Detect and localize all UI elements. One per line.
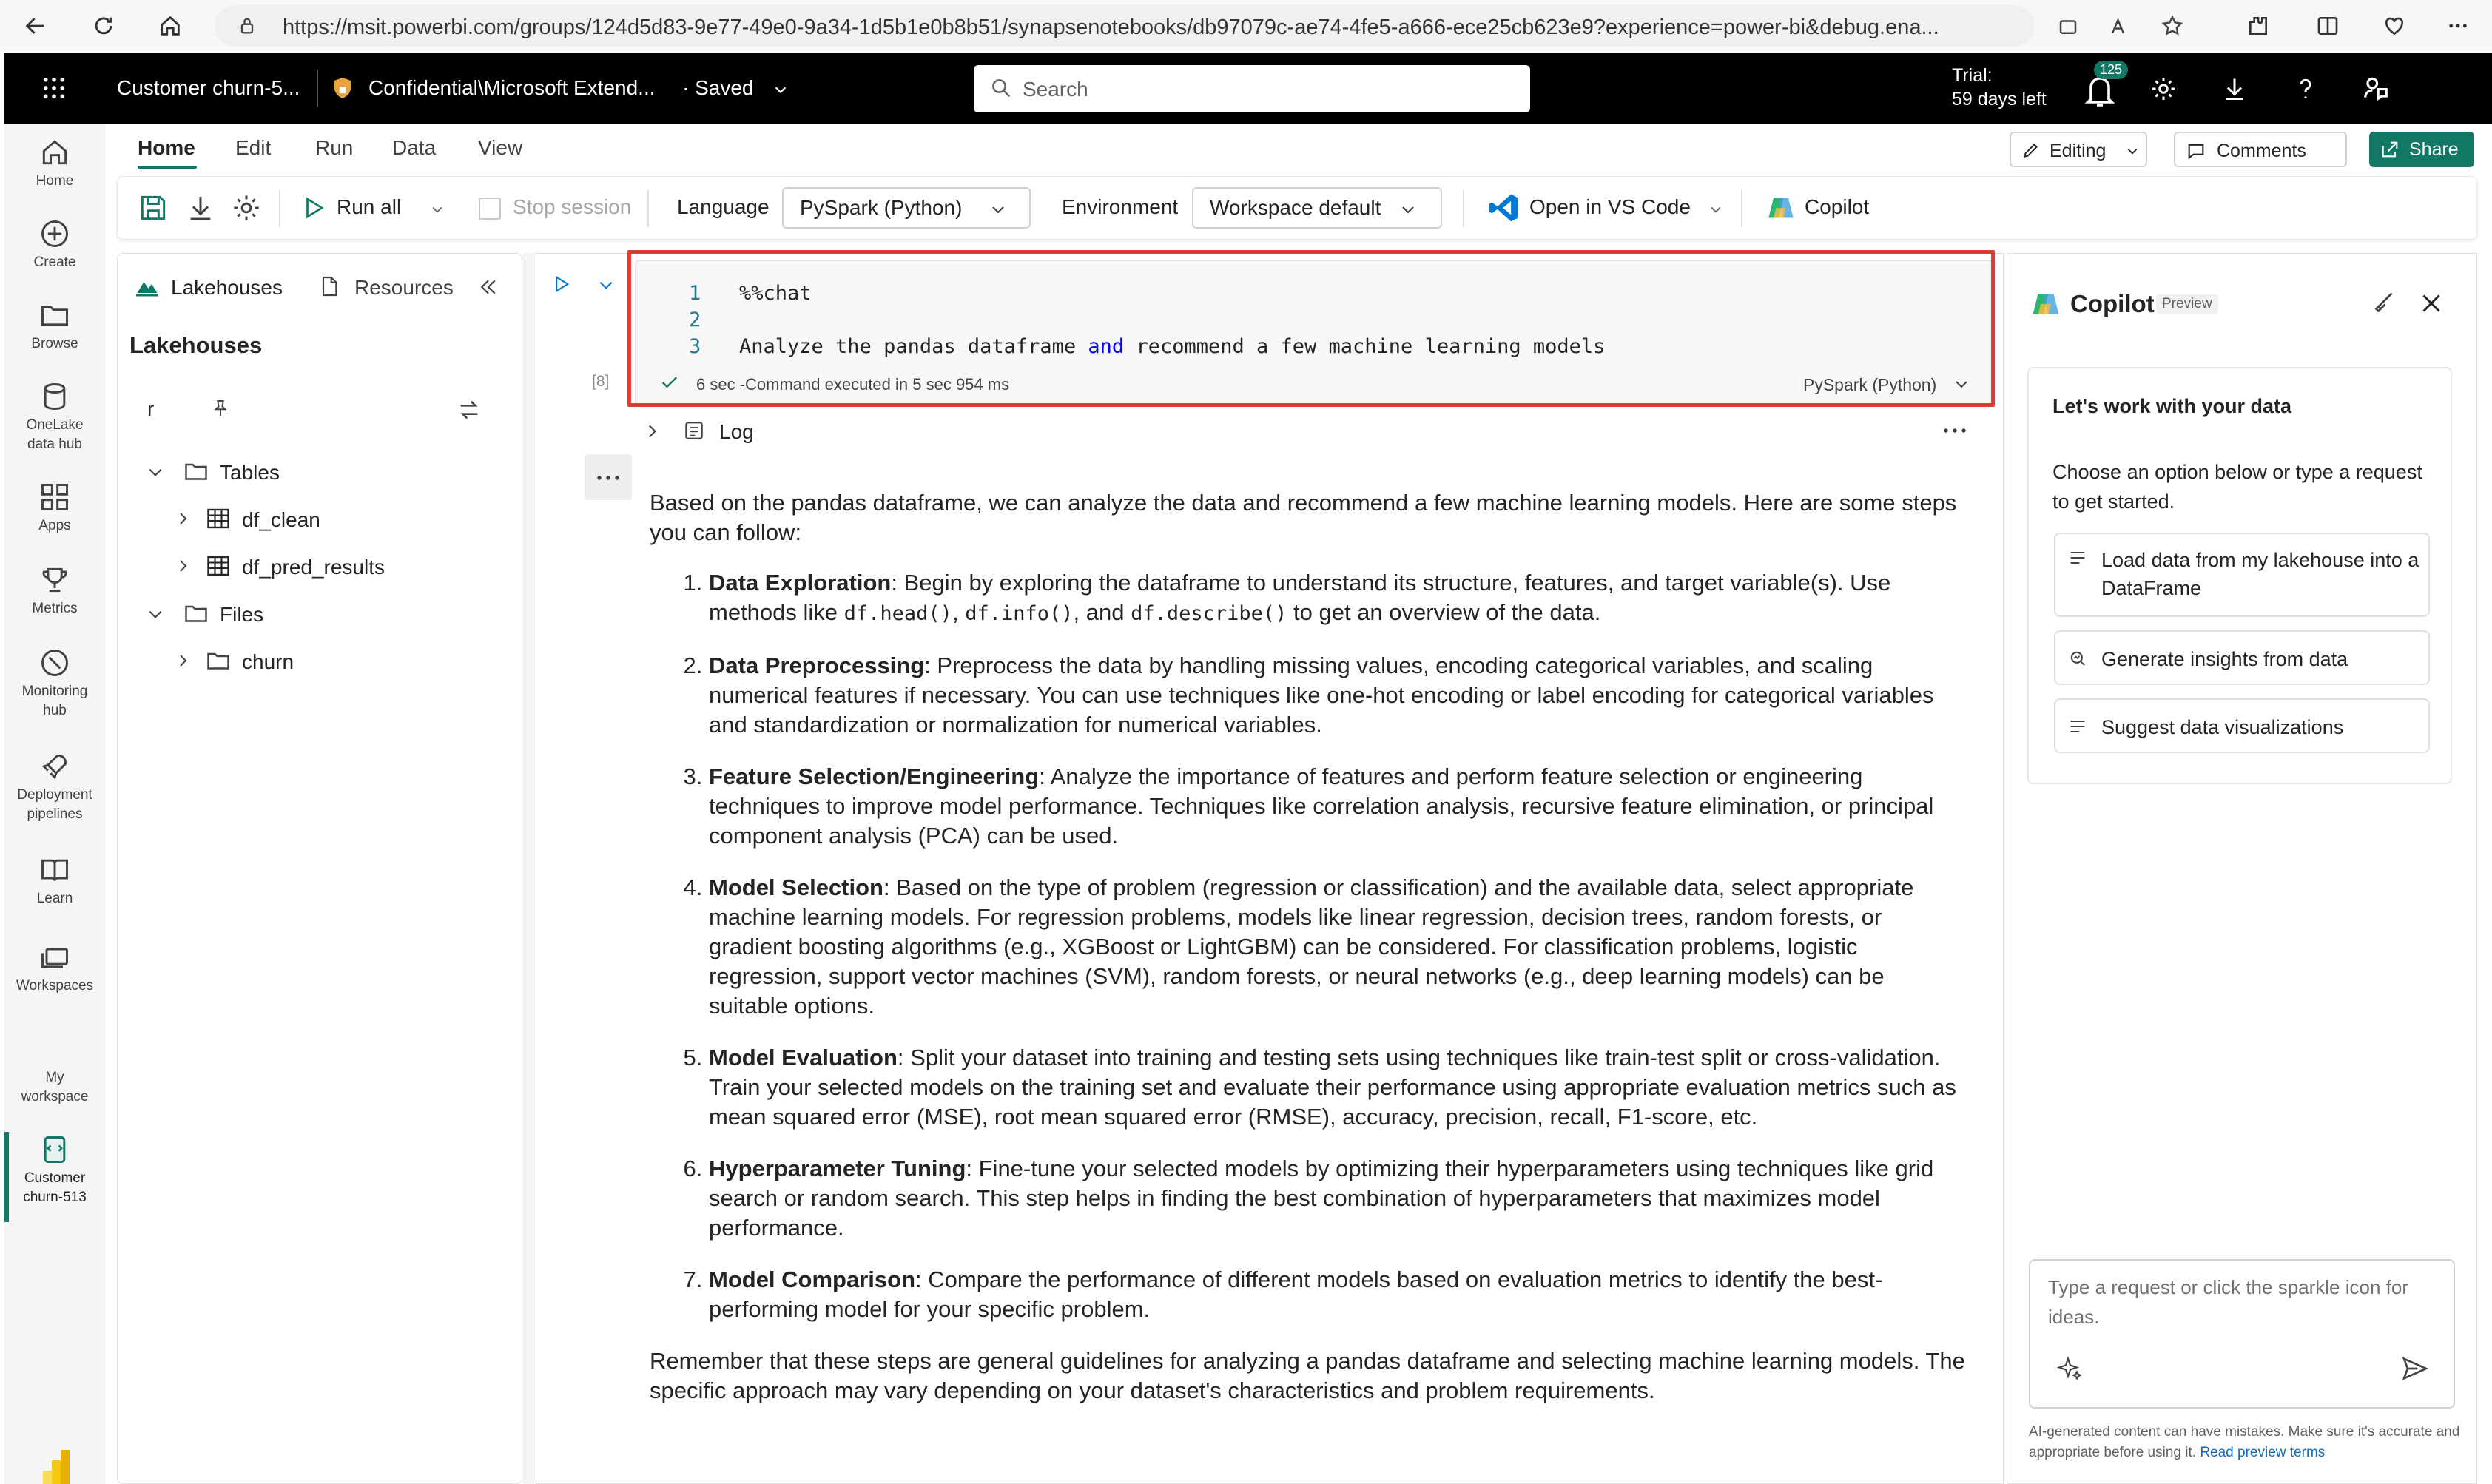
run-all-button[interactable]	[300, 177, 448, 240]
copilot-input-placeholder: Type a request or click the sparkle icon for ideas.	[2048, 1276, 2409, 1328]
pencil-icon	[2021, 141, 2041, 160]
output-outro: Remember that these steps are general guidelines for analyzing a pandas dataframe and selecting machine learning models. The specific approach may vary depending on your dataset's characteristics and problem requirements.	[650, 1348, 1965, 1403]
editing-mode-dropdown[interactable]	[2010, 132, 2147, 167]
divider	[1463, 190, 1464, 227]
open-vscode-button[interactable]	[1488, 177, 1710, 240]
active-tab-underline	[138, 166, 197, 169]
list-item	[709, 651, 1967, 740]
step-title: Feature Selection/Engineering	[709, 763, 1040, 789]
preview-badge: Preview	[2156, 294, 2218, 314]
switch-icon[interactable]	[457, 397, 482, 422]
gear-icon[interactable]	[232, 193, 261, 223]
list-item	[709, 873, 1967, 1021]
folder-icon	[205, 647, 232, 674]
more-options-icon[interactable]	[1942, 423, 1968, 438]
chevron-down-icon[interactable]	[430, 202, 445, 217]
welcome-heading: Let's work with your data	[2052, 395, 2291, 417]
play-icon	[300, 195, 326, 221]
chevron-down-icon[interactable]	[772, 81, 789, 98]
document-icon	[317, 274, 341, 298]
run-cell-icon[interactable]	[550, 274, 571, 294]
execution-status: 6 sec -Command executed in 5 sec 954 ms	[696, 375, 1010, 394]
table-item[interactable]: df_pred_results	[242, 556, 385, 579]
monitor-icon	[38, 647, 71, 679]
list-item	[709, 1265, 1967, 1324]
nav-metrics[interactable]	[4, 564, 105, 618]
nav-label: Browse	[31, 336, 78, 351]
ribbon-tabs	[111, 127, 2479, 172]
browser-toolbar	[0, 0, 2492, 52]
share-button[interactable]	[2369, 132, 2474, 167]
editing-label: Editing	[2050, 141, 2107, 161]
notebook-name[interactable]: Customer churn-5...	[117, 76, 300, 99]
app-available-icon[interactable]	[2057, 16, 2079, 38]
send-icon[interactable]	[2400, 1354, 2430, 1383]
divider	[647, 190, 649, 227]
extensions-icon[interactable]	[2242, 10, 2274, 42]
nav-browse[interactable]	[4, 299, 105, 354]
option-label: Generate insights from data	[2101, 648, 2348, 670]
tab-run[interactable]: Run	[315, 136, 354, 159]
disclaimer-text: AI-generated content can have mistakes. Make sure it's accurate and appropriate before using it.	[2029, 1424, 2460, 1460]
cell-more-button[interactable]	[585, 454, 632, 500]
code-text: Analyze the pandas dataframe	[739, 335, 1088, 358]
folder-icon	[183, 600, 209, 627]
list-item	[709, 568, 1967, 629]
comments-button[interactable]	[2174, 132, 2347, 167]
step-title: Model Comparison	[709, 1267, 916, 1292]
nav-label: Create	[33, 254, 76, 270]
chevron-right-icon[interactable]	[174, 652, 192, 670]
lakehouse-icon	[134, 273, 161, 300]
list-item	[709, 762, 1967, 851]
sensitivity-label[interactable]: Confidential\Microsoft Extend...	[368, 76, 656, 99]
address-bar[interactable]	[215, 5, 2035, 47]
saved-status[interactable]: · Saved	[682, 76, 754, 99]
copilot-icon	[2030, 289, 2061, 320]
search-icon	[990, 77, 1012, 99]
inline-code: df.describe()	[1131, 602, 1287, 625]
lakehouse-explorer	[117, 253, 522, 1484]
download-icon[interactable]	[186, 193, 215, 223]
book-icon	[38, 854, 71, 886]
step-text: : Based on the type of problem (regression or classification) and the available data, select appropriate machine learning models. For regression problems, models like linear regression, decision trees, random forests, or gradient boosting algorithms (e.g., XGBoost or LightGBM) can be considered. For classification problems, logistic regression, support vector machines (SVM), random forests, or neural networks (e.g., deep learning models) can be suitable options.	[709, 874, 1914, 1019]
tab-resources[interactable]	[317, 273, 480, 306]
run-all-label: Run all	[337, 195, 402, 218]
cell-language[interactable]: PySpark (Python)	[1803, 375, 1937, 394]
language-select[interactable]	[782, 187, 1031, 229]
refresh-icon[interactable]	[87, 10, 120, 42]
workspaces-icon	[38, 941, 71, 974]
list-icon	[2067, 716, 2088, 737]
table-item[interactable]: df_clean	[242, 508, 320, 531]
environment-value: Workspace default	[1210, 196, 1381, 219]
chevron-down-icon	[1399, 200, 1417, 218]
line-number: 2	[689, 308, 701, 331]
chevron-down-icon[interactable]	[146, 462, 165, 482]
tables-folder[interactable]: Tables	[220, 461, 280, 484]
file-item[interactable]: churn	[242, 650, 294, 673]
code-keyword: and	[1088, 335, 1125, 358]
execution-count: [8]	[592, 373, 610, 390]
read-aloud-icon[interactable]	[2109, 16, 2131, 38]
notification-badge: 125	[2094, 61, 2128, 79]
step-title: Hyperparameter Tuning	[709, 1156, 966, 1181]
nav-label: Monitoring hub	[21, 684, 88, 718]
tab-edit[interactable]: Edit	[235, 136, 272, 159]
open-vscode-label: Open in VS Code	[1529, 195, 1691, 218]
folder-icon	[38, 299, 71, 331]
inline-code: df.info()	[965, 602, 1074, 625]
nav-deployment[interactable]	[4, 750, 105, 824]
nav-label: Customer churn-513	[23, 1170, 87, 1205]
code-line-3	[739, 334, 1605, 360]
collapse-panel-icon[interactable]	[477, 276, 499, 298]
nav-label: Apps	[38, 518, 71, 533]
rocket-icon	[38, 750, 71, 783]
step-text: : Preprocess the data by handling missing values, encoding categorical variables, and scaling numerical features if necessary. You can use techniques like one-hot encoding or label encoding for categorical variables and standardization or normalization for numerical variables.	[709, 652, 1934, 738]
tab-lakehouses[interactable]	[134, 273, 297, 306]
steps-list	[650, 568, 1967, 1324]
lakehouses-heading: Lakehouses	[129, 332, 263, 358]
chevron-down-icon[interactable]	[146, 604, 165, 624]
copilot-option-insights[interactable]	[2054, 630, 2430, 685]
url-text: https://msit.powerbi.com/groups/124d5d83-9e77-49e0-9a34-1d5b1e0b8b51/synapsenotebooks/db97079c-ae74-4fe5-a666-ece25cb623e9?experience=power-bi&debug.ena...	[283, 16, 1939, 39]
divider	[1741, 190, 1742, 227]
step-text: : Split your dataset into training and testing sets using techniques like train-test split or cross-validation. Train your selected models on the training set and evaluate their performance using appropriate evaluation metrics such as mean squared error (MSE), root mean squared error (RMSE), accuracy, precision, recall, F1-score, etc.	[709, 1045, 1956, 1130]
more-options-icon	[595, 471, 622, 485]
welcome-prompt: Choose an option below or type a request to get started.	[2052, 461, 2422, 513]
save-icon[interactable]	[137, 192, 169, 224]
step-text: , and	[1073, 599, 1131, 625]
nav-label: Learn	[36, 891, 73, 906]
environment-label: Environment	[1062, 195, 1179, 218]
sparkle-icon[interactable]	[2057, 1355, 2084, 1382]
list-item	[709, 1043, 1967, 1132]
sensitivity-shield-icon[interactable]	[330, 75, 355, 101]
chevron-right-icon[interactable]	[174, 510, 192, 527]
log-icon	[682, 419, 706, 442]
gear-icon[interactable]	[2150, 75, 2177, 102]
step-text: : Fine-tune your selected models by optimizing their hyperparameters using techniques like grid search or random search. This step helps in finding the best combination of hyperparameters that maximizes model performance.	[709, 1156, 1934, 1241]
nav-customer-churn[interactable]	[4, 1133, 105, 1207]
lock-icon	[237, 16, 257, 36]
pin-icon[interactable]	[209, 397, 232, 419]
step-title: Data Preprocessing	[709, 652, 925, 678]
stop-session-button[interactable]	[479, 177, 641, 240]
split-screen-icon[interactable]	[2311, 10, 2344, 42]
code-text: recommend a few machine learning models	[1124, 335, 1606, 358]
option-label: Load data from my lakehouse into a DataFrame	[2101, 549, 2419, 599]
step-text: : Compare the performance of different models based on evaluation metrics to identify the best-performing model for your specific problem.	[709, 1267, 1883, 1322]
chevron-down-icon	[989, 200, 1007, 218]
notifications-button[interactable]	[2082, 62, 2123, 111]
files-folder[interactable]: Files	[220, 603, 264, 626]
divider	[317, 70, 318, 107]
list-item	[709, 1154, 1967, 1243]
language-value: PySpark (Python)	[800, 196, 963, 219]
step-text: : Begin by exploring the dataframe to understand its structure, features, and target variable(s). Use methods like	[709, 570, 1891, 625]
help-icon[interactable]	[2292, 75, 2319, 102]
nav-label: Workspaces	[16, 978, 94, 994]
plus-circle-icon	[38, 217, 71, 250]
option-label: Suggest data visualizations	[2101, 716, 2344, 738]
step-text: to get an overview of the data.	[1287, 599, 1601, 625]
nav-label: OneLake data hub	[26, 417, 84, 452]
vscode-icon	[1488, 192, 1521, 224]
chevron-right-icon[interactable]	[642, 422, 661, 441]
copilot-input[interactable]	[2029, 1259, 2455, 1409]
trophy-icon	[38, 564, 71, 596]
trial-status[interactable]	[1952, 64, 2047, 111]
log-label[interactable]: Log	[719, 420, 754, 443]
line-number: 1	[689, 282, 701, 305]
back-icon[interactable]	[19, 10, 52, 42]
nav-workspaces[interactable]	[4, 941, 105, 996]
left-nav	[4, 124, 105, 1484]
step-title: Model Evaluation	[709, 1045, 898, 1070]
notebook-icon	[38, 1133, 71, 1166]
feedback-icon[interactable]	[2362, 74, 2390, 102]
comments-label: Comments	[2217, 141, 2306, 161]
line-number: 3	[689, 335, 701, 358]
preview-terms-link[interactable]: Read preview terms	[2200, 1445, 2326, 1460]
nav-monitoring[interactable]	[4, 647, 105, 721]
stop-session-label: Stop session	[513, 195, 632, 218]
nav-label: Home	[36, 173, 74, 189]
splitter[interactable]	[522, 253, 536, 1484]
apps-icon	[38, 481, 71, 513]
database-icon	[38, 380, 71, 413]
trial-label: Trial:	[1952, 65, 1993, 86]
trial-days: 59 days left	[1952, 89, 2047, 109]
divider	[279, 190, 280, 227]
chevron-down-icon[interactable]	[1708, 202, 1723, 217]
step-text: ,	[952, 599, 966, 625]
tab-data[interactable]: Data	[392, 136, 437, 159]
favorite-star-icon[interactable]	[2161, 14, 2184, 38]
tab-lakehouses-label: Lakehouses	[171, 276, 283, 299]
chevron-down-icon[interactable]	[1953, 375, 1970, 393]
lakehouse-name[interactable]: r	[147, 397, 155, 420]
environment-select[interactable]	[1192, 187, 1442, 229]
home-toolbar	[117, 176, 2477, 240]
comment-icon	[2186, 141, 2206, 161]
search-placeholder: Search	[1023, 78, 1088, 101]
app-launcher-icon[interactable]	[41, 75, 67, 101]
app-header	[4, 53, 2492, 124]
copilot-option-visualizations[interactable]	[2054, 698, 2430, 753]
tab-home[interactable]: Home	[138, 136, 195, 159]
share-icon	[2380, 139, 2400, 160]
nav-label: Metrics	[32, 601, 78, 616]
nav-label: My workspace	[21, 1070, 89, 1104]
checkmark-icon	[659, 372, 680, 393]
output-intro: Based on the pandas dataframe, we can analyze the data and recommend a few machine learning models. Here are some steps you can follow:	[650, 490, 1957, 545]
code-line-1: %%chat	[739, 282, 812, 305]
nav-label: Deployment pipelines	[17, 787, 92, 822]
inline-code: df.head()	[843, 602, 952, 625]
broom-icon[interactable]	[2371, 290, 2397, 317]
list-icon	[2067, 547, 2088, 568]
browser-essentials-icon[interactable]	[2378, 10, 2411, 42]
nav-learn[interactable]	[4, 854, 105, 908]
tab-view[interactable]: View	[478, 136, 523, 159]
tab-resources-label: Resources	[354, 276, 454, 299]
chat-output	[650, 488, 1967, 1426]
nav-home[interactable]	[4, 136, 105, 191]
nav-create[interactable]	[4, 217, 105, 272]
download-icon[interactable]	[2221, 75, 2248, 102]
chevron-right-icon[interactable]	[174, 557, 192, 575]
stop-icon	[479, 198, 501, 220]
close-icon[interactable]	[2418, 290, 2445, 317]
copilot-icon	[1766, 193, 1796, 223]
step-text: : Analyze the importance of features and perform feature selection or engineering techniques to improve model performance. Techniques like correlation analysis, recursive feature elimination, or principal component analysis (PCA) can be used.	[709, 763, 1934, 849]
copilot-disclaimer	[2029, 1422, 2465, 1463]
chevron-down-icon[interactable]	[596, 275, 616, 294]
copilot-option-load-data[interactable]	[2054, 533, 2430, 617]
powerbi-logo-icon	[40, 1450, 73, 1484]
more-browser-icon[interactable]	[2442, 10, 2474, 42]
code-cell[interactable]	[635, 260, 1996, 404]
share-label: Share	[2409, 139, 2459, 160]
step-title: Data Exploration	[709, 570, 892, 596]
nav-my-workspace[interactable]	[4, 1068, 105, 1107]
home-icon	[38, 136, 71, 169]
copilot-button[interactable]	[1766, 177, 1899, 240]
copilot-label: Copilot	[1805, 195, 1870, 218]
nav-onelake[interactable]	[4, 380, 105, 454]
search-input[interactable]	[974, 65, 1530, 112]
copilot-title: Copilot	[2070, 290, 2155, 317]
step-title: Model Selection	[709, 874, 883, 900]
table-icon	[205, 505, 232, 532]
chevron-down-icon	[2125, 144, 2140, 158]
nav-apps[interactable]	[4, 481, 105, 536]
home-browser-icon[interactable]	[154, 10, 186, 42]
table-icon	[205, 553, 232, 579]
folder-icon	[183, 458, 209, 485]
insights-icon	[2067, 648, 2088, 669]
language-label: Language	[677, 195, 770, 218]
